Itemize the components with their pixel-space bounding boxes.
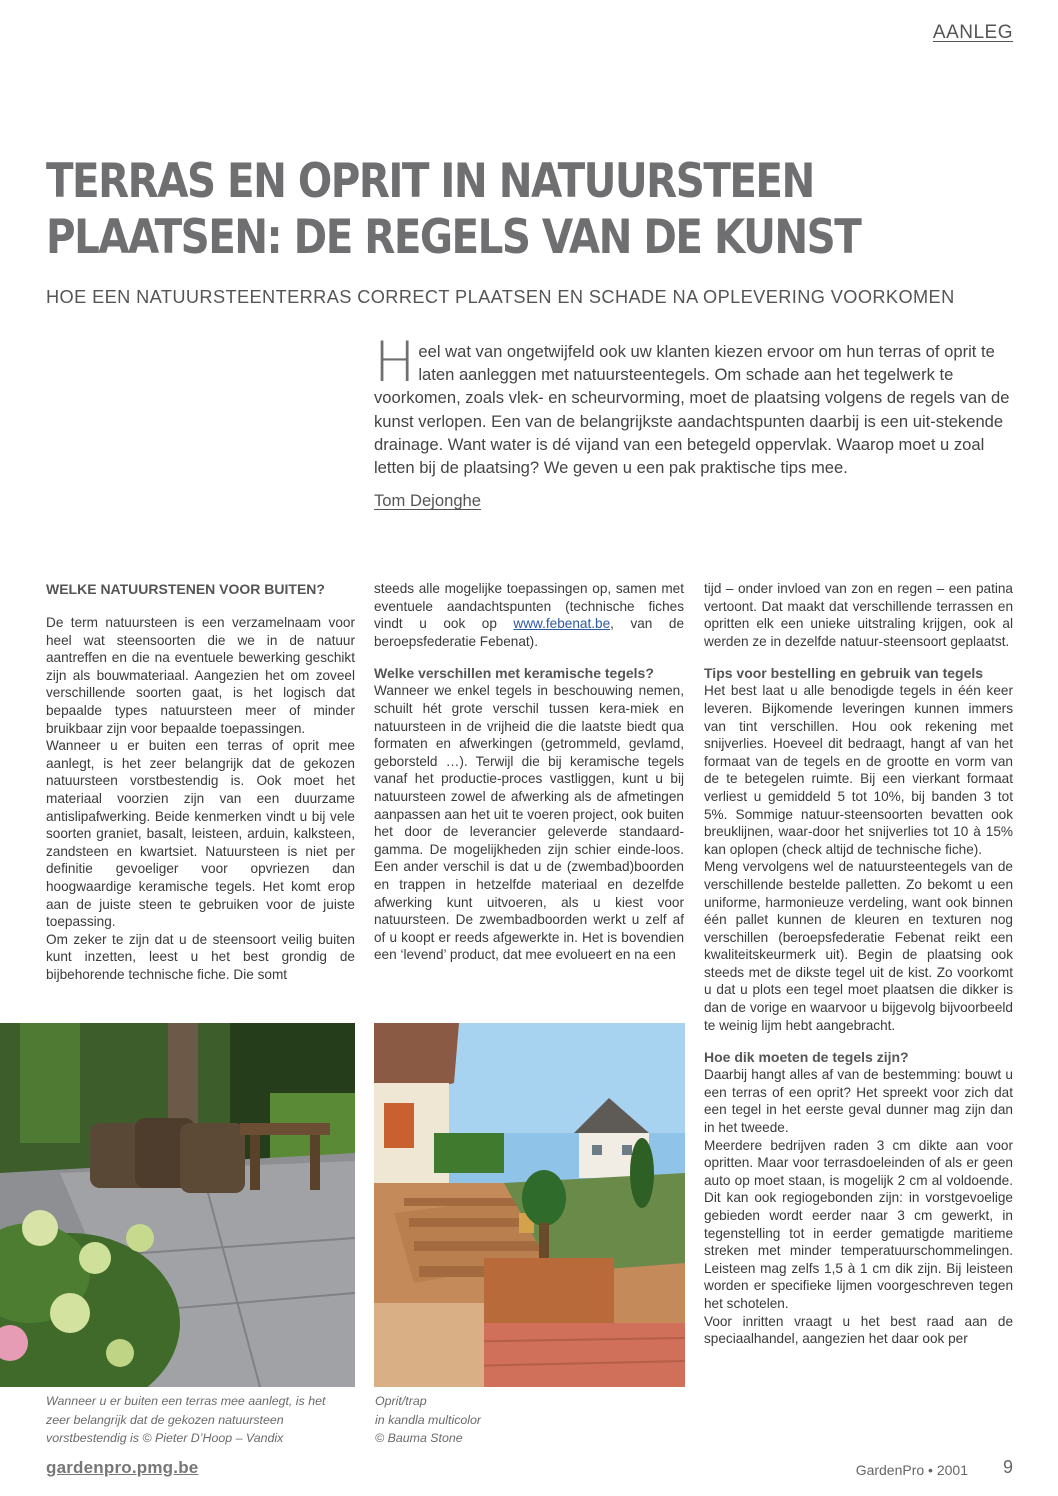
caption-line: Oprit/trap: [375, 1394, 427, 1408]
febenat-link[interactable]: www.febenat.be: [513, 616, 611, 632]
title-line-2: PLAATSEN: DE REGELS VAN DE KUNST: [46, 210, 861, 265]
title-line-1: TERRAS EN OPRIT IN NATUURSTEEN: [46, 154, 814, 209]
paragraph: Wanneer u er buiten een terras of oprit mee aanlegt, is het zeer belangrijk dat de gekozen natuursteen vorstbestendig is. Ook moet het materiaal voorzien zijn van een duurzame antislipafwerking. Beide kenmerken vindt u bij vele soorten graniet, basalt, leisteen, arduin, kalksteen, zandsteen en kwartsiet. Natuursteen is niet per definitie gevoeliger voor opvriezen dan hoogwaardige keramische tegels. Het komt erop aan de juiste steen te gebruiken voor de juiste toepassing.: [46, 738, 355, 930]
caption-line: in kandla multicolor: [375, 1412, 482, 1427]
paragraph: Om zeker te zijn dat u de steensoort veilig buiten kunt inzetten, leest u het best grondig de bijbehorende technische fiche. Die somt: [46, 931, 355, 982]
heading-keramische-tegels: Welke verschillen met keramische tegels?: [374, 665, 654, 682]
paragraph: Voor inritten vraagt u het best raad aan de speciaalhandel, aangezien het daar ook per: [704, 1313, 1013, 1347]
paragraph: Het best laat u alle benodigde tegels in één keer leveren. Bijkomende leveringen kunnen immers van tint verschillen. Hou ook rekening met snijverlies. Hoeveel dit bedraagt, hangt af van het formaat van de tegels en de grootte en vorm van de te betegelen ruimte. Bij een vierkant formaat verliest u gemiddeld 5 tot 10%, bij banden 3 tot 5%. Sommige natuur-steensoorten bevatten ook breuklijnen, waar-door het snijverlies tot 10 à 15% kan oplopen (check altijd de technische fiche).: [704, 683, 1013, 857]
column-3: [704, 580, 1013, 1348]
driveway-photo-caption: [375, 1392, 675, 1448]
article-title: [46, 154, 861, 266]
issue-label: GardenPro • 2001: [855, 1462, 968, 1478]
terrace-photo: [0, 1023, 355, 1387]
caption-line: zeer belangrijk dat de gekozen natuursteen: [46, 1412, 284, 1427]
heading-dikte-tegels: Hoe dik moeten de tegels zijn?: [704, 1049, 909, 1066]
caption-line: vorstbestendig is © Pieter D’Hoop – Vandix: [46, 1431, 284, 1445]
intro-text: eel wat van ongetwijfeld ook uw klanten kiezen ervoor om hun terras of oprit te laten aanleggen met natuursteentegels. Om schade aan het tegelwerk te voorkomen, zoals vlek- en scheurvorming, moet de plaatsing volgens de regels van de kunst verlopen. Een van de belangrijkste aandachtspunten daarbij is een uit-stekende drainage. Want water is dé vijand van een betegeld oppervlak. Waarop moet u zoal letten bij de plaatsing? We geven u een pak praktische tips mee.: [374, 342, 1010, 478]
paragraph: tijd – onder invloed van zon en regen – een patina vertoont. Dat maakt dat verschillende terrassen en opritten elk een unieke uitstraling krijgen, ook al werden ze in dezelfde natuur-steensoort geplaatst.: [704, 581, 1013, 649]
column-1: [46, 580, 355, 983]
terrace-photo-caption: [46, 1392, 346, 1448]
heading-welke-natuurstenen: WELKE NATUURSTENEN VOOR BUITEN?: [46, 581, 325, 597]
section-tag: AANLEG: [932, 22, 1013, 43]
intro-dropcap: H: [374, 330, 416, 394]
caption-line: Wanneer u er buiten een terras mee aanlegt, is het: [46, 1394, 326, 1408]
terrace-photo-illustration: [0, 1023, 355, 1387]
paragraph: Daarbij hangt alles af van de bestemming: bouwt u een terras of een oprit? Het spreekt voor zich dat een tegel in het eerste geval dunner mag zijn dan in het tweede.: [704, 1067, 1013, 1136]
caption-line: © Bauma Stone: [375, 1431, 463, 1445]
heading-tips-bestelling: Tips voor bestelling en gebruik van tegels: [704, 665, 984, 682]
paragraph: De term natuursteen is een verzamelnaam voor heel wat steensoorten die we in de natuur aantreffen en die na eventuele bewerking geschikt zijn als bouwmateriaal. Aangezien het om zoveel verschillende soorten gaat, is het logisch dat bepaalde types natuursteen meer of minder bruikbaar zijn voor bepaalde toepassingen.: [46, 615, 355, 736]
paragraph: Meerdere bedrijven raden 3 cm dikte aan voor opritten. Maar voor terrasdoeleinden of als er geen auto op moet staan, is mogelijk 2 cm al voldoende. Dit kan ook regiogebonden zijn: in vorstgevoelige gebieden wordt eerder naar 3 cm gewerkt, in tegenstelling tot in eerder gematigde maritieme streken met minder temperatuurschommelingen. Leisteen mag zelfs 1,5 à 1 cm dik zijn. Bij leisteen worden er specifieke lijmen voorgeschreven tegen het schotelen.: [704, 1137, 1013, 1311]
column-2: [374, 580, 684, 964]
article-subtitle: HOE EEN NATUURSTEENTERRAS CORRECT PLAATSEN EN SCHADE NA OPLEVERING VOORKOMEN: [46, 287, 955, 307]
paragraph: Wanneer we enkel tegels in beschouwing nemen, schuilt hét grote verschil tussen kera-miek en natuursteen in de vrijheid die die laatste biedt qua formaten en afwerkingen (getrommeld, gevlamd, geborsteld …). Terwijl die bij keramische tegels vanaf het productie-proces vastliggen, kunt u bij natuursteen zowel de afwerking als de afmetingen aanpassen aan het uit te voeren project, ook buiten het door de leverancier geleverde standaard-gamma. De mogelijkheden zijn schier einde-loos. Een ander verschil is dat u de (zwembad)boorden en trappen in hetzelfde materiaal en dezelfde afwerking kunt uitvoeren, als u kiest voor natuursteen. De zwembadboorden werkt u zelf af of u koopt er reeds afgewerkte in. Het is bovendien een ‘levend’ product, dat mee evolueert en na een: [374, 683, 684, 963]
driveway-photo-illustration: [374, 1023, 685, 1387]
driveway-photo: [374, 1023, 685, 1387]
paragraph: [374, 580, 684, 650]
article-intro: [374, 330, 1014, 479]
text-run: steeds alle mogelijke toepassingen op, samen met eventuele aandachtspunten (technische fiches vindt u ook op: [374, 581, 684, 632]
paragraph: Meng vervolgens wel de natuursteentegels van de verschillende bestelde palletten. Zo bekomt u een uniforme, harmonieuze verdeling, want ook binnen één pallet kunnen de kleuren en texturen nog verschillen (beroepsfederatie Febenat reikt een kwaliteitskeurmerk uit). Begin de plaatsing ook steeds met de dikste tegel uit de kist. Zo voorkomt u dat u plots een tegel moet plaatsen die dikker is dan de vorige en waarvoor u bijgevolg bijvoorbeeld te weinig lijm hebt aangebracht.: [704, 859, 1013, 1033]
author-link[interactable]: Tom Dejonghe: [374, 491, 481, 510]
text-run: , van de beroepsfederatie Febenat).: [374, 616, 684, 649]
website-link[interactable]: gardenpro.pmg.be: [46, 1458, 199, 1477]
page-number: 9: [1002, 1457, 1013, 1477]
